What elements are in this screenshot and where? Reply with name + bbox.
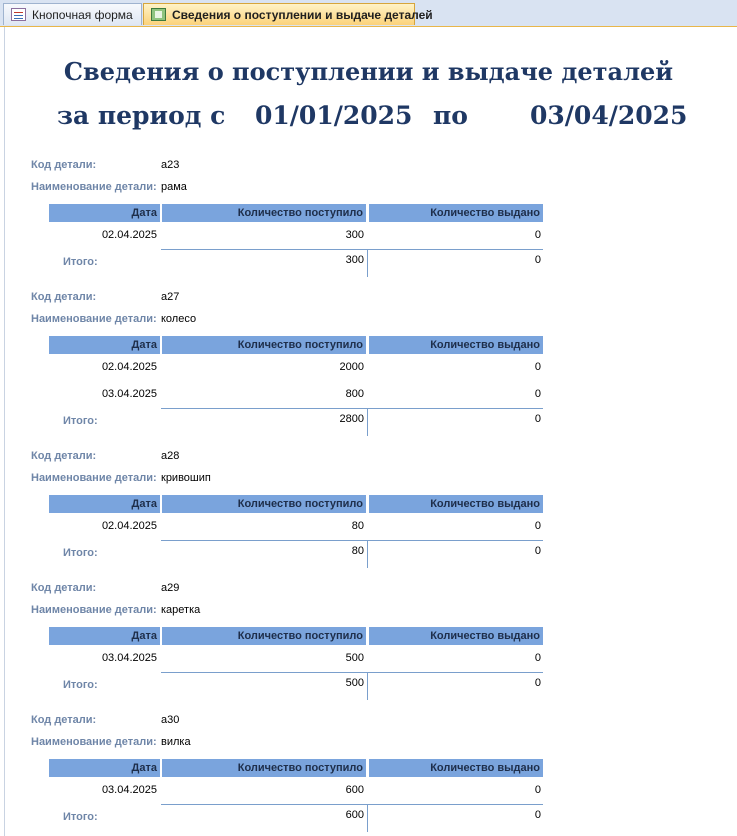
total-issued-qty: 0 bbox=[534, 809, 541, 821]
total-received-qty: 2800 bbox=[339, 413, 364, 425]
total-divider bbox=[368, 672, 543, 673]
period-prefix: за период с bbox=[57, 101, 226, 130]
total-issued-qty: 0 bbox=[534, 677, 541, 689]
part-name-value: рама bbox=[161, 181, 187, 193]
column-header-received: Количество поступило bbox=[162, 204, 366, 222]
total-divider-vertical bbox=[367, 672, 368, 700]
column-header-received: Количество поступило bbox=[162, 627, 366, 645]
column-header-date: Дата bbox=[49, 627, 160, 645]
part-code-label: Код детали: bbox=[31, 159, 97, 171]
row-issued-qty: 0 bbox=[534, 652, 541, 664]
column-header-received: Количество поступило bbox=[162, 336, 366, 354]
total-divider bbox=[368, 804, 543, 805]
column-header-issued: Количество выдано bbox=[369, 336, 543, 354]
part-name-label: Наименование детали: bbox=[31, 604, 157, 616]
part-code-label: Код детали: bbox=[31, 450, 97, 462]
document-tab-bar bbox=[0, 0, 737, 27]
column-header-received: Количество поступило bbox=[162, 759, 366, 777]
period-date-from: 01/01/2025 bbox=[255, 101, 413, 130]
row-date: 02.04.2025 bbox=[101, 229, 157, 241]
part-name-value: каретка bbox=[161, 604, 201, 616]
total-divider bbox=[161, 540, 367, 541]
column-header-date: Дата bbox=[49, 336, 160, 354]
column-header-issued: Количество выдано bbox=[369, 627, 543, 645]
part-code-value: а27 bbox=[161, 291, 180, 303]
total-label: Итого: bbox=[63, 415, 98, 427]
row-date: 03.04.2025 bbox=[101, 652, 157, 664]
column-header-date: Дата bbox=[49, 495, 160, 513]
report-page bbox=[4, 27, 737, 836]
report-title: Сведения о поступлении и выдаче деталей bbox=[63, 57, 674, 86]
total-divider-vertical bbox=[367, 249, 368, 277]
total-divider bbox=[161, 804, 367, 805]
period-to-label: по bbox=[433, 101, 468, 130]
row-issued-qty: 0 bbox=[534, 229, 541, 241]
row-received-qty: 300 bbox=[345, 229, 364, 241]
tab-report-active[interactable] bbox=[143, 3, 433, 25]
total-divider bbox=[161, 408, 367, 409]
part-name-label: Наименование детали: bbox=[31, 181, 157, 193]
total-divider-vertical bbox=[367, 804, 368, 832]
report-icon bbox=[151, 8, 166, 21]
part-name-value: кривошип bbox=[161, 472, 211, 484]
tab-label: Сведения о поступлении и выдаче деталей bbox=[172, 8, 433, 22]
total-label: Итого: bbox=[63, 547, 98, 559]
row-date: 03.04.2025 bbox=[101, 388, 157, 400]
total-issued-qty: 0 bbox=[534, 413, 541, 425]
total-divider bbox=[368, 408, 543, 409]
tab-switchboard-form[interactable] bbox=[3, 3, 142, 25]
row-received-qty: 80 bbox=[351, 520, 364, 532]
part-name-value: вилка bbox=[161, 736, 191, 748]
part-code-value: а28 bbox=[161, 450, 180, 462]
part-code-label: Код детали: bbox=[31, 582, 97, 594]
tab-label: Кнопочная форма bbox=[32, 8, 133, 22]
column-header-issued: Количество выдано bbox=[369, 204, 543, 222]
total-label: Итого: bbox=[63, 256, 98, 268]
part-code-label: Код детали: bbox=[31, 291, 97, 303]
total-divider-vertical bbox=[367, 408, 368, 436]
form-icon bbox=[11, 8, 26, 21]
row-date: 02.04.2025 bbox=[101, 520, 157, 532]
column-header-date: Дата bbox=[49, 204, 160, 222]
row-received-qty: 500 bbox=[345, 652, 364, 664]
total-divider bbox=[161, 249, 367, 250]
row-issued-qty: 0 bbox=[534, 520, 541, 532]
row-received-qty: 800 bbox=[345, 388, 364, 400]
row-date: 02.04.2025 bbox=[101, 361, 157, 373]
part-name-value: колесо bbox=[161, 313, 197, 325]
row-date: 03.04.2025 bbox=[101, 784, 157, 796]
column-header-received: Количество поступило bbox=[162, 495, 366, 513]
total-divider-vertical bbox=[367, 540, 368, 568]
total-divider bbox=[368, 249, 543, 250]
row-issued-qty: 0 bbox=[534, 388, 541, 400]
total-issued-qty: 0 bbox=[534, 545, 541, 557]
part-name-label: Наименование детали: bbox=[31, 313, 157, 325]
part-name-label: Наименование детали: bbox=[31, 736, 157, 748]
period-date-to: 03/04/2025 bbox=[530, 101, 688, 130]
total-received-qty: 500 bbox=[345, 677, 364, 689]
total-received-qty: 300 bbox=[345, 254, 364, 266]
total-label: Итого: bbox=[63, 811, 98, 823]
part-name-label: Наименование детали: bbox=[31, 472, 157, 484]
row-issued-qty: 0 bbox=[534, 784, 541, 796]
column-header-date: Дата bbox=[49, 759, 160, 777]
part-code-value: а23 bbox=[161, 159, 180, 171]
total-label: Итого: bbox=[63, 679, 98, 691]
total-received-qty: 600 bbox=[345, 809, 364, 821]
column-header-issued: Количество выдано bbox=[369, 759, 543, 777]
total-divider bbox=[368, 540, 543, 541]
column-header-issued: Количество выдано bbox=[369, 495, 543, 513]
part-code-label: Код детали: bbox=[31, 714, 97, 726]
total-issued-qty: 0 bbox=[534, 254, 541, 266]
part-code-value: а29 bbox=[161, 582, 180, 594]
total-divider bbox=[161, 672, 367, 673]
row-issued-qty: 0 bbox=[534, 361, 541, 373]
row-received-qty: 2000 bbox=[339, 361, 364, 373]
part-code-value: а30 bbox=[161, 714, 180, 726]
row-received-qty: 600 bbox=[345, 784, 364, 796]
total-received-qty: 80 bbox=[351, 545, 364, 557]
